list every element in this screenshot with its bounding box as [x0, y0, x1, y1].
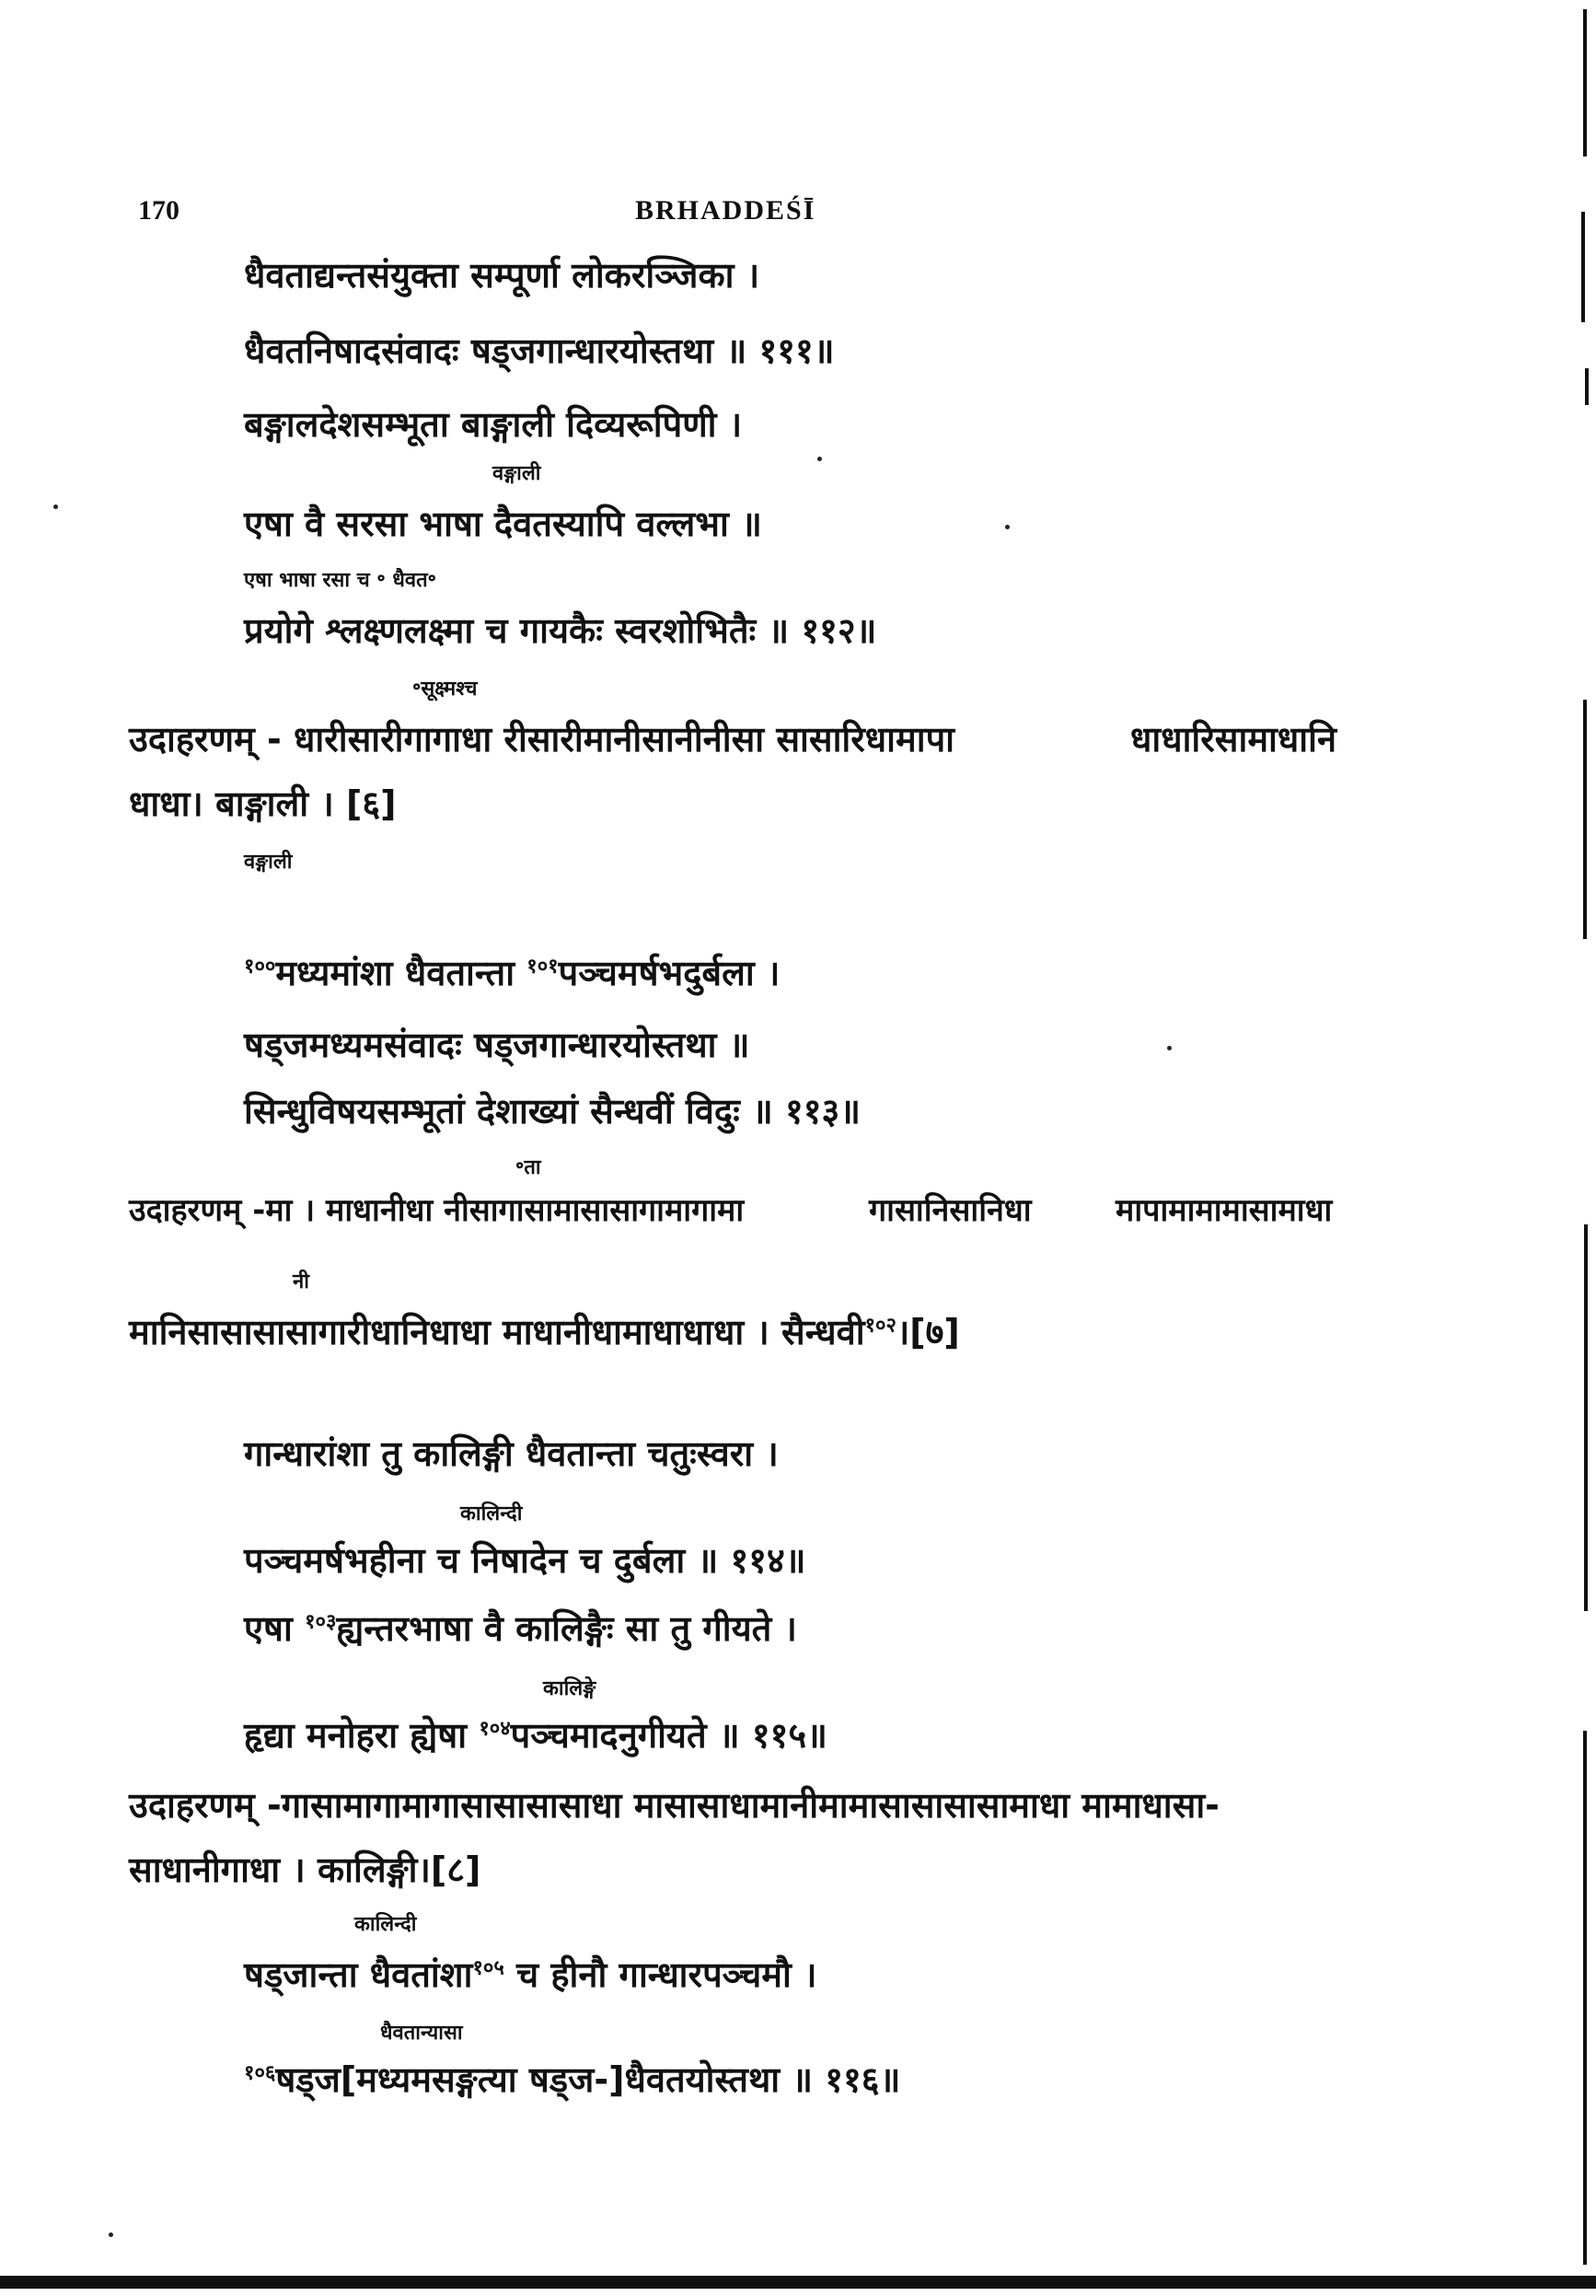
variant-reading: नी	[293, 1270, 309, 1293]
verse-line: षड्जमध्यमसंवादः षड्जगान्धारयोस्तथा ॥	[244, 1025, 750, 1065]
verse-line: एषा वै सरसा भाषा दैवतस्यापि वल्लभा ॥	[244, 504, 762, 544]
verse-line: बङ्गालदेशसम्भूता बाङ्गाली दिव्यरूपिणी ।	[244, 404, 743, 445]
running-head: BRHADDEŚĪ	[635, 195, 816, 226]
scan-speck	[53, 504, 58, 509]
footnote-marker: १०६	[244, 2061, 276, 2085]
variant-reading: वङ्गाली	[244, 851, 293, 874]
verse-line: षड्जान्ता धैवतांशा$^{१०५}$ च हीनौ गान्धारपञ्चमौ ।	[244, 1954, 817, 1995]
footnote-marker: १०१	[526, 955, 559, 979]
verse-line: धैवताद्यन्तसंयुक्ता सम्पूर्णा लोकरञ्जिका ।	[244, 255, 760, 296]
example-line: साधानीगाधा । कालिङ्गी।[८]	[129, 1850, 481, 1890]
variant-reading: ॰सूक्ष्मश्च	[412, 678, 478, 701]
verse-line: धैवतनिषादसंवादः षड्जगान्धारयोस्तथा ॥ १११॥	[244, 330, 835, 371]
example-line-cont: मापामामामासामाधा	[1116, 1192, 1333, 1229]
footnote-marker: १०३	[305, 1610, 337, 1634]
scan-speck	[1167, 1046, 1172, 1050]
variant-reading: कालिङ्गे	[543, 1677, 596, 1700]
example-line: उदाहरणम् -गासामागामागासासासासाधा मासासाधामानीमामासासासासामाधा मामाधासा-	[129, 1785, 1220, 1826]
verse-line: $^{१०६}$षड्ज[मध्यमसङ्गत्या षड्ज-]धैवतयोस्तथा ॥ ११६॥	[244, 2059, 901, 2100]
variant-reading: वङ्गाली	[492, 462, 541, 485]
variant-reading: कालिन्दी	[460, 1502, 523, 1525]
verse-line: सिन्धुविषयसम्भूतां देशाख्यां सैन्धवीं विदुः ॥ ११३॥	[244, 1091, 862, 1131]
example-line-cont: गासानिसानिधा	[869, 1192, 1032, 1229]
footnote-marker: १०५	[472, 1956, 504, 1980]
example-line: उदाहरणम् -मा । माधानीधा नीसागासामासासागामागामा	[129, 1192, 745, 1229]
variant-reading: कालिन्दी	[354, 1913, 417, 1936]
page-edge-shadow	[1576, 0, 1596, 2296]
scan-speck	[109, 2232, 113, 2237]
example-line: मानिसासासासागारीधानिधाधा माधानीधामाधाधाधा । सैन्धवी$^{१०२}$।[७]	[129, 1312, 960, 1352]
variant-reading: ॰ता	[515, 1156, 541, 1179]
verse-line: एषा $^{१०३}$ह्यन्तरभाषा वै कालिङ्गैः सा तु गीयते ।	[244, 1608, 797, 1649]
verse-line: प्रयोगे श्लक्ष्णलक्ष्मा च गायकैः स्वरशोभितैः ॥ ११२॥	[244, 610, 877, 651]
example-line: उदाहरणम् - धारीसारीगागाधा रीसारीमानीसानीनीसा सासारिधामापा	[129, 719, 955, 760]
footnote-marker: १०२	[864, 1314, 896, 1338]
variant-reading: एषा भाषा रसा च ॰ धैवत॰	[244, 569, 437, 592]
verse-line: $^{१००}$मध्यमांशा धैवतान्ता $^{१०१}$पञ्चमर्षभदुर्बला ।	[244, 953, 781, 993]
verse-line: पञ्चमर्षभहीना च निषादेन च दुर्बला ॥ ११४॥	[244, 1540, 806, 1581]
example-line: धाधा। बाङ्गाली । [६]	[129, 783, 397, 824]
verse-line: गान्धारांशा तु कालिङ्गी धैवतान्ता चतुःस्वरा ।	[244, 1433, 779, 1474]
page-number: 170	[138, 195, 179, 226]
page-bottom-border	[0, 2276, 1596, 2289]
footnote-marker: १००	[244, 955, 276, 979]
verse-line: हृद्या मनोहरा ह्येषा $^{१०४}$पञ्चमादनुगीयते ॥ ११५॥	[244, 1715, 827, 1756]
example-line-cont: धाधारिसामाधानि	[1130, 719, 1337, 760]
scan-speck	[1005, 525, 1010, 529]
page-header	[0, 195, 1596, 232]
variant-reading: धैवतान्यासा	[380, 2022, 463, 2045]
footnote-marker: १०४	[479, 1717, 511, 1741]
scan-speck	[817, 457, 822, 461]
